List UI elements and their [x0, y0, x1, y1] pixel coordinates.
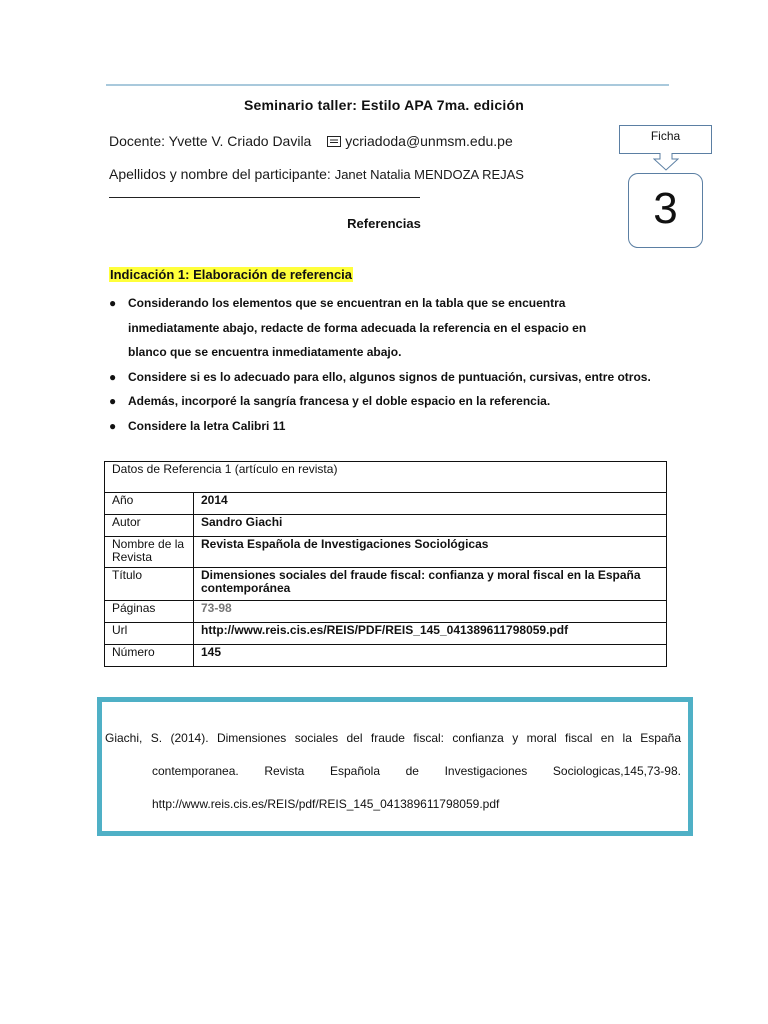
table-row	[105, 537, 667, 568]
signature-line	[109, 197, 420, 198]
ficha-arrow-icon	[653, 153, 679, 171]
indication-title: Indicación 1: Elaboración de referencia	[110, 267, 353, 282]
row-label: Año	[105, 493, 194, 515]
participant-line	[109, 166, 524, 182]
table-header: Datos de Referencia 1 (artículo en revista)	[105, 462, 667, 493]
citation-line-3[interactable]: http://www.reis.cis.es/REIS/pdf/REIS_145_041389611798059.pdf	[152, 797, 500, 811]
ficha-number: 3	[653, 184, 678, 233]
bullet-line: Considere si es lo adecuado para ello, algunos signos de puntuación, cursivas, entre otros.	[128, 369, 651, 384]
bullet-item	[109, 389, 669, 414]
citation-line-1: Giachi, S. (2014). Dimensiones sociales del fraude fiscal: confianza y moral fiscal en la España	[105, 731, 681, 745]
citation-text	[105, 722, 681, 821]
row-value: 73-98	[194, 601, 667, 623]
ficha-number-box	[628, 173, 703, 248]
ficha-label: Ficha	[650, 129, 681, 143]
page-title: Seminario taller: Estilo APA 7ma. edición	[244, 97, 524, 113]
bullet-line: Considere la letra Calibri 11	[128, 418, 286, 433]
bullet-line: Además, incorporé la sangría francesa y el doble espacio en la referencia.	[128, 394, 551, 408]
bullet-line: inmediatamente abajo, redacte de forma adecuada la referencia en el espacio en	[128, 320, 587, 335]
top-divider	[106, 84, 669, 86]
citation-line-2: contemporanea. Revista Española de Investigaciones Sociologicas,145,73-98.	[152, 764, 681, 778]
row-value: Dimensiones sociales del fraude fiscal: confianza y moral fiscal en la España contemporánea	[194, 568, 667, 601]
table-row	[105, 601, 667, 623]
row-value: 145	[194, 645, 667, 667]
row-value: Revista Española de Investigaciones Sociológicas	[194, 537, 667, 568]
row-value-url[interactable]: http://www.reis.cis.es/REIS/PDF/REIS_145_041389611798059.pdf	[194, 623, 667, 645]
email-address[interactable]: ycriadoda@unmsm.edu.pe	[345, 133, 513, 149]
ficha-label-box	[619, 125, 712, 154]
bullet-item	[109, 414, 669, 439]
row-value: Sandro Giachi	[194, 515, 667, 537]
row-label: Nombre de la Revista	[105, 537, 194, 568]
row-label: Autor	[105, 515, 194, 537]
docente-line	[109, 133, 513, 149]
bullet-dot-icon: ●	[109, 394, 117, 408]
participant-name: Janet Natalia MENDOZA REJAS	[334, 167, 524, 182]
bullet-line: blanco que se encuentra inmediatamente abajo.	[128, 345, 402, 359]
docente-label: Docente: Yvette V. Criado Davila	[109, 133, 312, 149]
row-value: 2014	[194, 493, 667, 515]
reference-data-table	[104, 461, 667, 667]
bullet-item	[109, 365, 669, 390]
table-row	[105, 493, 667, 515]
section-title: Referencias	[347, 216, 421, 231]
row-label: Número	[105, 645, 194, 667]
table-header-row	[105, 462, 667, 493]
bullet-line: Considerando los elementos que se encuentran en la tabla que se encuentra	[128, 296, 566, 310]
table-row	[105, 645, 667, 667]
row-label: Url	[105, 623, 194, 645]
participant-label: Apellidos y nombre del participante:	[109, 166, 331, 182]
table-row	[105, 568, 667, 601]
bullet-item	[109, 291, 669, 365]
bullet-dot-icon: ●	[109, 369, 117, 384]
email-icon	[327, 136, 341, 147]
table-row	[105, 623, 667, 645]
table-row	[105, 515, 667, 537]
bullet-dot-icon: ●	[109, 296, 117, 310]
indication-bullets	[109, 291, 669, 438]
row-label: Título	[105, 568, 194, 601]
row-label: Páginas	[105, 601, 194, 623]
bullet-dot-icon: ●	[109, 418, 117, 433]
